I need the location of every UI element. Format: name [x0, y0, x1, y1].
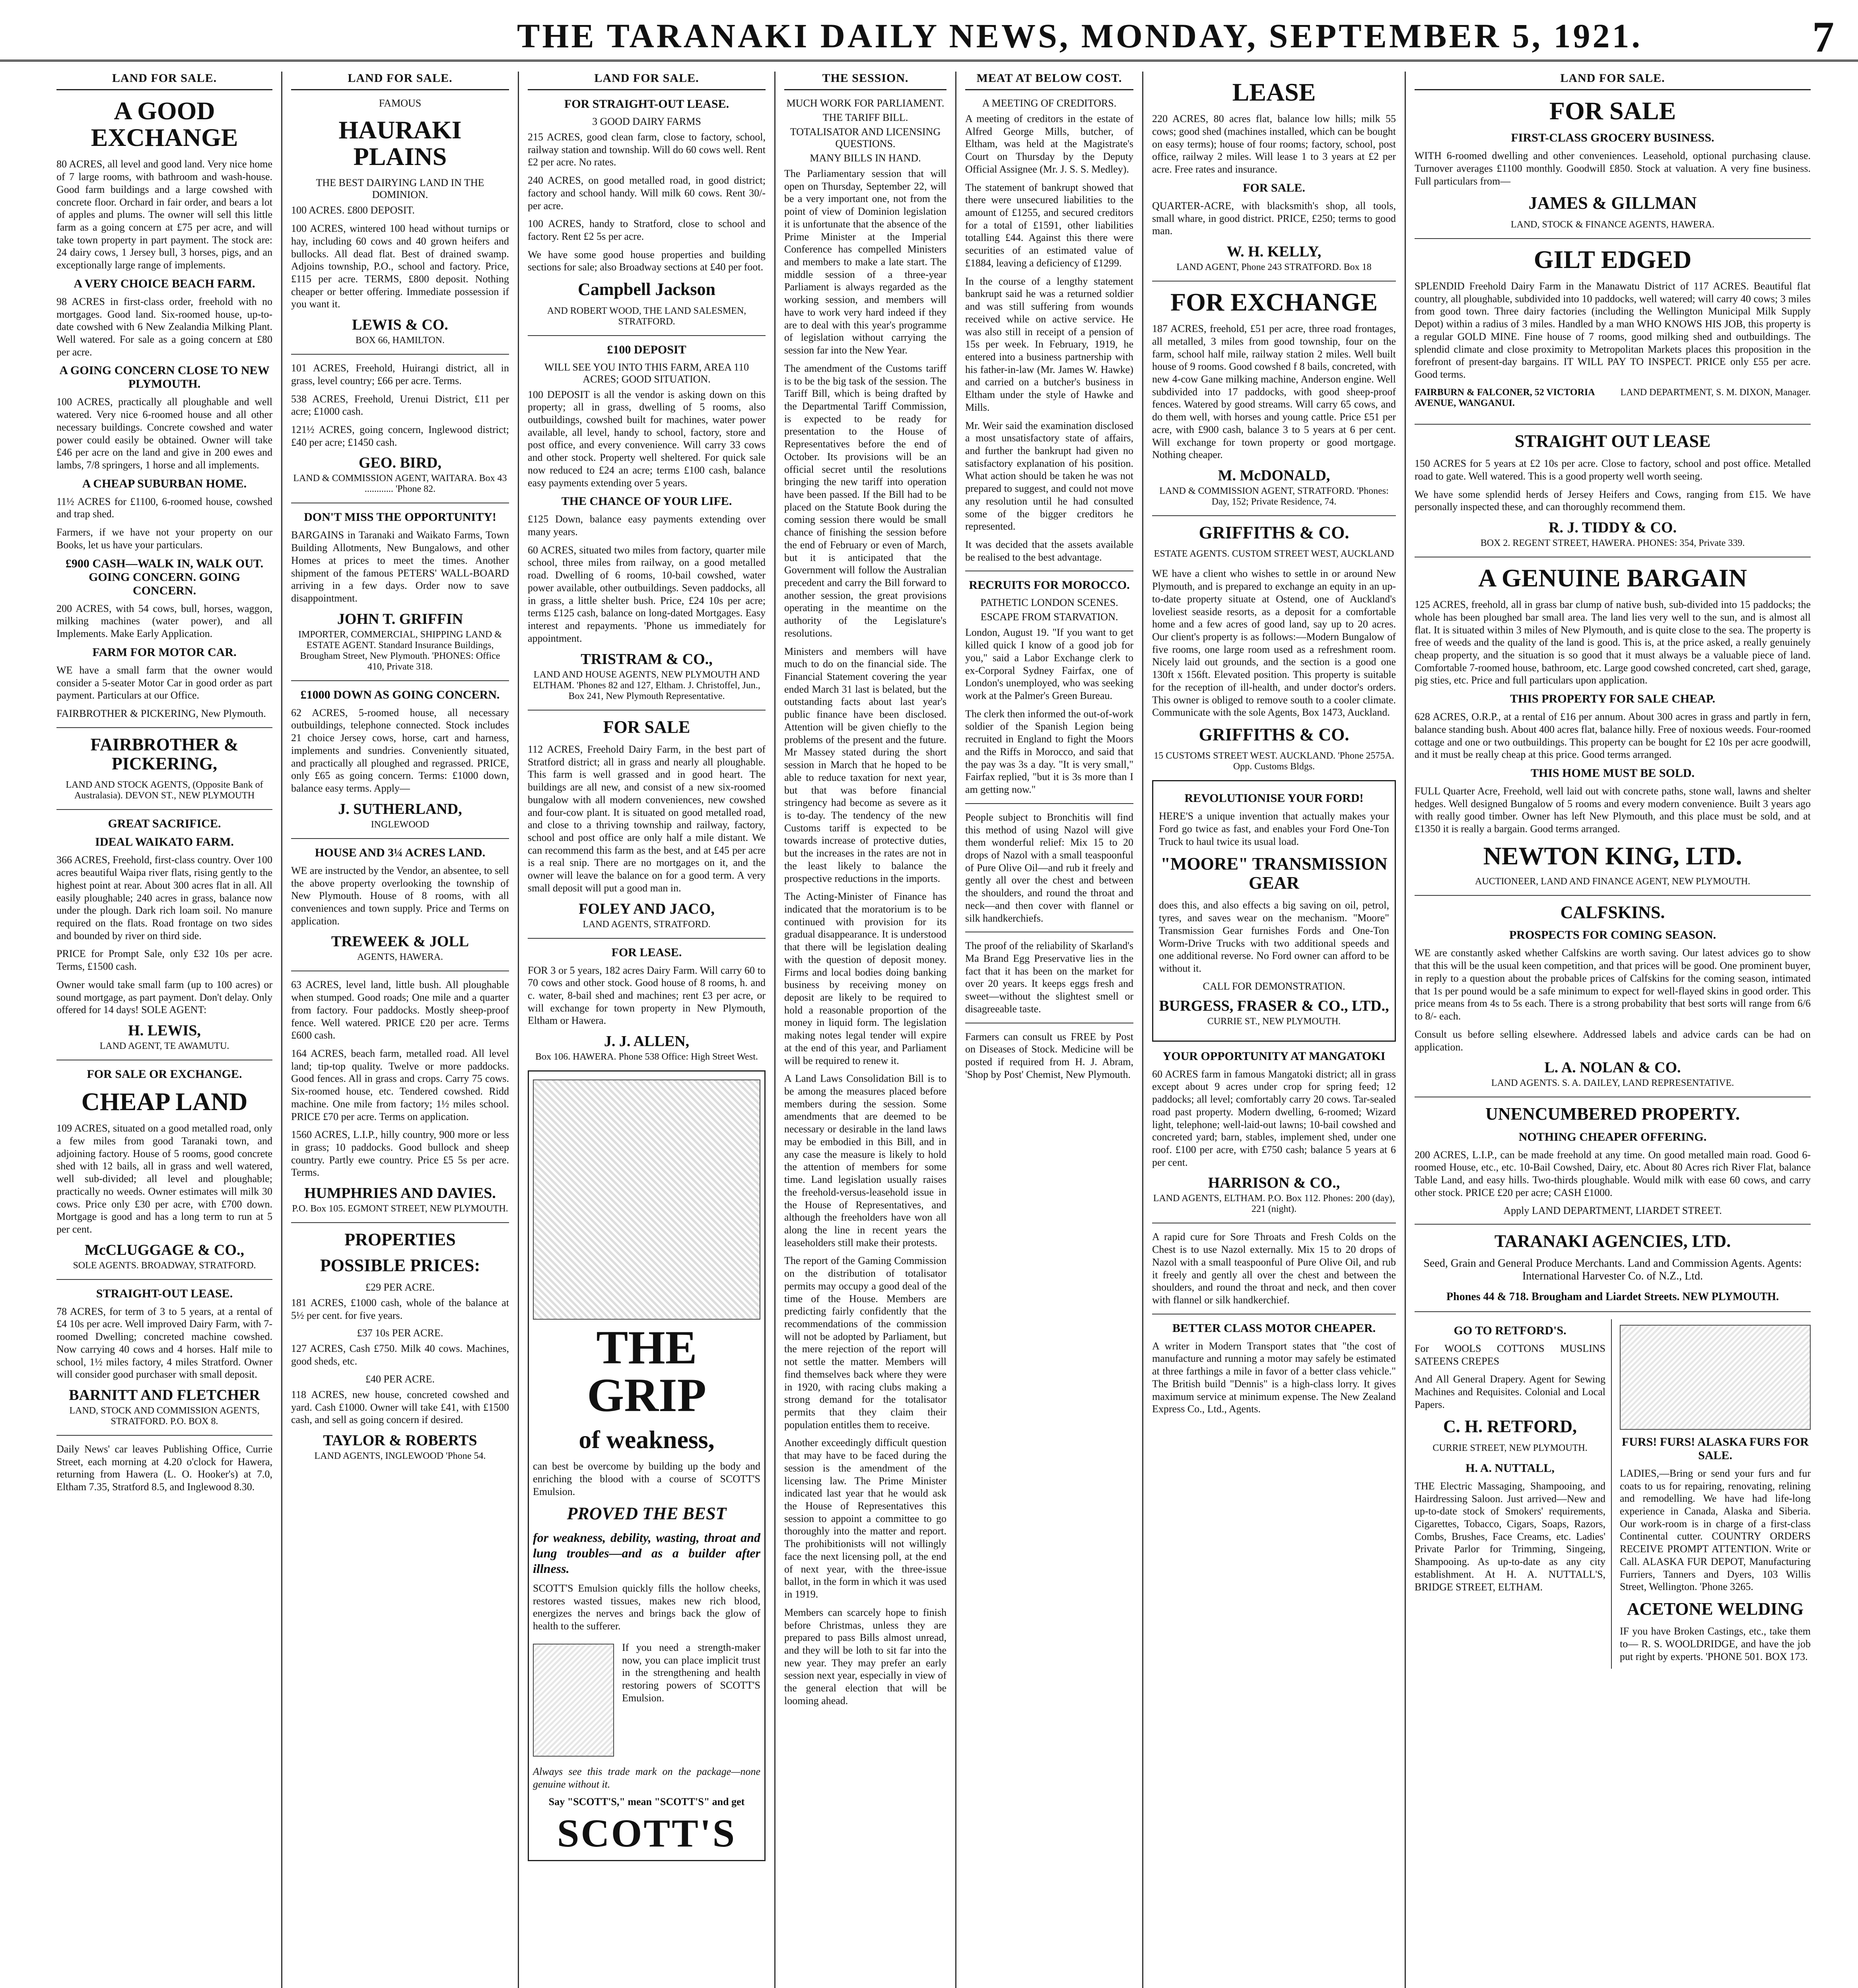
ad-subheading: DON'T MISS THE OPPORTUNITY! [304, 511, 496, 524]
divider [1152, 515, 1396, 516]
ad-text: 215 ACRES, good clean farm, close to factory, school, railway station and township. Will do 60 cows well. Rent £2 per acre. No rates. [528, 131, 766, 168]
price-line: £40 PER ACRE. [365, 1373, 435, 1385]
brand-name: SCOTT'S [557, 1811, 737, 1856]
article-paragraph: The amendment of the Customs tariff is to be the big task of the session. The Tariff Bill, which is being drafted by the Departmental Tariff Commission, is expected to be ready for presentation to the House of Representatives before the end of October. Its provisions will be an official secret until the resolutions bringing the new tariff into operation have been passed. If the Bill had to be placed on the Statute Book during the coming session there would be small chance of finishing the session before the end of February or even of March, but it is anticipated that the Government will follow the Australian precedent and carry the Bill forward to another session, the great provisions operating in the meantime on the authority of the Legislature's resolutions. [784, 362, 946, 639]
scotts-emulsion-advert [528, 1070, 766, 1861]
ad-text: 125 ACRES, freehold, all in grass bar clump of native bush, sub-divided into 15 paddocks; the whole has been ploughed bar small area. The land lies very well to the sun, and is almost all flat. It is situated within 3 miles of New Plymouth, and is quite close to the sea. The property is free of weeds and the quality of the land is good. This is, at the price asked, a really genuinely cheap property, and the situation is so good that it must always be a valuable piece of land. Comfortable 7-roomed house, bathroom, etc. Large good cowshed concreted, cart shed, garage, pig sties, etc. Price and full particulars upon application. [1415, 599, 1811, 686]
ad-heading: HAURAKI PLAINS [338, 116, 462, 171]
agent-name: W. H. KELLY, [1226, 243, 1322, 260]
agent-name: H. LEWIS, [128, 1022, 201, 1039]
ad-text: 109 ACRES, situated on a good metalled road, only a few miles from good Taranaki town, and adjoining factory. House of 5 rooms, good concrete shed with 12 bails, all in grass and well watered, well sub-divided; all level and ploughable; practically no weeds. Owner estimates will milk 30 cows. Price only £30 per acre, with £700 down. Mortgage is good and has a long term to run at 5 per cent. [56, 1122, 272, 1235]
agent-name: GRIFFITHS & CO. [1199, 725, 1349, 745]
agent-address: CURRIE STREET, NEW PLYMOUTH. [1432, 1442, 1588, 1453]
ad-text: FULL Quarter Acre, Freehold, well laid out with concrete paths, stone wall, lawns and shelter hedges. Well designed Bungalow of 5 rooms and every modern convenience. Built 3 years ago with really good timber. Owner has left New Plymouth, and this place must be sold, and at £1350 it is really a bargain. Good terms arranged. [1415, 785, 1811, 835]
agent-address: AUCTIONEER, LAND AND FINANCE AGENT, NEW PLYMOUTH. [1475, 876, 1750, 887]
advert-headline-sub: of weakness, [579, 1425, 715, 1454]
ad-text: 98 ACRES in first-class order, freehold with no mortgages. Good land. Six-roomed house, up-to-date cowshed with 6 New Zealandia Milking Plant. Well watered. For sale as a going concern at £80 per acre. [56, 295, 272, 358]
agent-address: SOLE AGENTS. BROADWAY, STRATFORD. [73, 1260, 256, 1271]
ad-text: Owner would take small farm (up to 100 acres) or sound mortgage, as part payment. Don't delay. Only offered for 14 days! SOLE AGENT: [56, 978, 272, 1016]
ad-text: 60 ACRES, situated two miles from factory, quarter mile school, three miles from railway, on a good metalled road. Dwelling of 6 rooms, 10-bail cowshed, water power available, other outbuildings. Seven paddocks, all in grass, a little shelter bush. Price, £24 10s per acre; terms £125 cash, balance on long-dated Mortgages. Easy interest and repayments. 'Phone us immediately for appointment. [528, 544, 766, 644]
agent-address: ESTATE AGENTS. CUSTOM STREET WEST, AUCKLAND [1154, 549, 1394, 559]
ad-subheading: FOR SALE. [1243, 181, 1305, 194]
ad-text: 181 ACRES, £1000 cash, whole of the balance at 5½ per cent. for five years. [291, 1297, 509, 1321]
column-heading: LAND FOR SALE. [291, 72, 509, 90]
ad-text: 121½ ACRES, going concern, Inglewood district; £40 per acre; £1450 cash. [291, 424, 509, 448]
ad-text: 118 ACRES, new house, concreted cowshed and yard. Cash £1000. Owner will take £41, with £1500 cash, and sell as going concern if desired. [291, 1388, 509, 1426]
notice-text: The proof of the reliability of Skarland's Ma Brand Egg Preservative lies in the fact that it has been on the market for over 20 years. It keeps eggs fresh and sweet—without the slightest smell or disagreeable taste. [965, 940, 1133, 1015]
illustration-woman-image [533, 1079, 760, 1320]
ad-text: WE are constantly asked whether Calfskins are worth saving. Our latest advices go to show that this will be the usual keen competition, and that prices will be good. One prominent buyer, in reply to a question about the probable prices of Calfskins for the coming season, intimated that 1s per pound would be a safe minimum to expect for well-flayed skins in good order. This price means from 4s to 5s each. There is a strong probability that best sorts will range from 6/6 to 8/- each. [1415, 947, 1811, 1022]
article-paragraph: A Land Laws Consolidation Bill is to be among the measures placed before members during the session. Some amendments that are deemed to be necessary or desirable in the land laws may be embodied in this Bill, and in any case the measure is likely to hold the attention of members for some time. Land legislation usually raises the freehold-versus-leasehold issue in the House of Representatives, and although the freeholders have won all along the line in recent years the leaseholders still make their protests. [784, 1073, 946, 1248]
agent-name: BURGESS, FRASER & CO., LTD., [1159, 997, 1389, 1014]
ad-text: 11½ ACRES for £1100, 6-roomed house, cowshed and trap shed. [56, 495, 272, 520]
ad-text: 366 ACRES, Freehold, first-class country. Over 100 acres beautiful Waipa river flats, rising gently to the highest point at rear. About 300 acres flat in all. All easily ploughable; 240 acres in grass, balance now under the plough. Dark rich loam soil. No manure required on the flats. Road frontage on two sides and bounded by river on third side. [56, 854, 272, 942]
ad-text: WE have a client who wishes to settle in or around New Plymouth, and is prepared to exchange an equity in an up-to-date property situate at Ostend, one of Auckland's loveliest seaside resorts, as a deposit for a comfortable home and a few acres of good land, say up to 20 acres. Our client's property is as follows:—Modern Bungalow of five rooms, one large room used as a refreshment room. Nicely laid out grounds, and the section is a good one 130ft x 156ft. Elevated position. This property is suitable for the reception of ill-health, and under doctor's orders. This owner is obliged to remove south to a cooler climate. Communicate with the sole Agents, Box 1473, Auckland. [1152, 568, 1396, 718]
ad-subheading: FARM FOR MOTOR CAR. [92, 645, 237, 659]
ad-text: Farmers, if we have not your property on our Books, let us have your particulars. [56, 526, 272, 551]
notice-text: Farmers can consult us FREE by Post on Diseases of Stock. Medicine will be posted if required from H. J. Abram, 'Shop by Post' Chemist, New Plymouth. [965, 1031, 1133, 1080]
column-2 [282, 72, 519, 1988]
divider [1415, 1224, 1811, 1225]
article-subheading: TOTALISATOR AND LICENSING QUESTIONS. [790, 126, 941, 149]
ad-heading: A GOOD EXCHANGE [91, 97, 238, 152]
agent-address: LAND AGENTS. S. A. DAILEY, LAND REPRESENTATIVE. [1491, 1078, 1734, 1089]
ad-prefix: FAMOUS [379, 97, 422, 109]
agent-address: IMPORTER, COMMERCIAL, SHIPPING LAND & ESTATE AGENT. Standard Insurance Buildings, Brougham Street, New Plymouth. 'PHONES: Office 410, Private 318. [298, 629, 502, 672]
agent-name: JAMES & GILLMAN [1528, 193, 1697, 213]
page-number: 7 [1812, 13, 1834, 61]
ad-text: 101 ACRES, Freehold, Huirangi district, all in grass, level country; £66 per acre. Terms. [291, 362, 509, 386]
notice-text: A writer in Modern Transport states that "the cost of manufacture and running a motor may safely be estimated at three farthings a mile in favor of a better class vehicle." The British build "Dennis" is a high-class lorry. It gives maximum service at minimum expense. The New Zealand Express Co., Ltd., Agents. [1152, 1340, 1396, 1415]
ad-text: 78 ACRES, for term of 3 to 5 years, at a rental of £4 10s per acre. Well improved Dairy Farm, with 7-roomed Dwelling; concreted machine cowshed. Now carrying 40 cows and 4 horses. Half mile to school, 1½ miles factory, 4 miles Stratford. Owner will consider good purchaser with small deposit. [56, 1305, 272, 1380]
divider [56, 809, 272, 810]
advert-text: does this, and also effects a big saving on oil, petrol, tyres, and saves wear on the mechanism. "Moore" Transmission Gear furnishes Fords and One-Ton Worm-Drive Trucks with two additional speeds and one additional reverse. No Ford owner can afford to be without it. [1159, 899, 1389, 974]
divider [291, 838, 509, 839]
agent-name: FOLEY AND JACO, [579, 900, 715, 917]
column-heading: LAND FOR SALE. [1415, 72, 1811, 90]
article-paragraph: A meeting of creditors in the estate of Alfred George Mills, butcher, of Eltham, was held at the Magistrate's Court on Thursday by the Deputy Official Assignee (Mr. J. S. S. Medley). [965, 113, 1133, 175]
ad-text: 187 ACRES, freehold, £51 per acre, three road frontages, all metalled, 3 miles from good township, four on the farm, school half mile, railway station 2 miles. Well built house of 9 rooms. Good cowshed f 8 bails, concreted, with new 4-cow Gane milking machine, Anderson engine. Well subdivided into 17 paddocks, with good sheep-proof fences. Watered by good streams. Will carry 65 cows, and do them well, with horses and young cattle. Price £51 per acre, with £900 cash, balance 3 to 5 years at 6 per cent. Will exchange for town property or good mortgage. Nothing cheaper. [1152, 323, 1396, 461]
ad-subheading: THIS PROPERTY FOR SALE CHEAP. [1510, 692, 1715, 706]
agent-address: LAND AGENTS, ELTHAM. P.O. Box 112. Phones: 200 (day), 221 (night). [1153, 1193, 1395, 1215]
divider [965, 803, 1133, 804]
article-subheading: A MEETING OF CREDITORS. [982, 97, 1117, 109]
agent-name: R. J. TIDDY & CO. [1549, 519, 1677, 536]
divider [1415, 895, 1811, 896]
ad-text: 150 ACRES for 5 years at £2 10s per acre. Close to factory, school and post office. Metalled road to gate. Well watered. This is a good property well worth seeing. [1415, 458, 1811, 482]
ad-subheading: GREAT SACRIFICE. [108, 817, 221, 831]
ad-text: 63 ACRES, level land, little bush. All ploughable when stumped. Good roads; One mile and a quarter from factory. Four paddocks. Mostly sheep-proof fence. Well watered. PRICE £20 per acre. Terms £600 cash. [291, 979, 509, 1041]
retford-advert [1415, 1319, 1612, 1669]
ad-text: 80 ACRES, all level and good land. Very nice home of 7 large rooms, with bathroom and wash-house. Good farm buildings and a large cowshed with concrete floor. Orchard in fair order, and bears a lot of apples and plums. The owner will sell this little farm as a going concern at £75 per acre, and will take town property in part payment. The stock are: 24 dairy cows, 1 Jersey bull, 3 horses, pigs, and an exceptionally large range of implements. [56, 158, 272, 271]
ad-subheading: PROSPECTS FOR COMING SEASON. [1509, 928, 1716, 942]
ad-text: BARGAINS in Taranaki and Waikato Farms, Town Building Allotments, New Bungalows, and other Homes at prices to meet the times. Another shipment of the famous PETERS' WALL-BOARD arriving in a few days. Order now to save disappointment. [291, 529, 509, 604]
advert-text: If you need a strength-maker now, you can place implicit trust in the strengthening and health restoring powers of SCOTT'S Emulsion. [622, 1641, 760, 1704]
fox-illustration-image [1620, 1325, 1811, 1430]
agent-address: Seed, Grain and General Produce Merchants. Land and Commission Agents. Agents: International Harvester Co. of N.Z., Ltd. [1423, 1257, 1802, 1282]
ad-heading: CHEAP LAND [81, 1087, 248, 1116]
ad-subheading: £900 CASH—WALK IN, WALK OUT. GOING CONCERN. GOING CONCERN. [65, 557, 264, 597]
divider [1152, 281, 1396, 282]
divider [291, 354, 509, 355]
ad-text: £125 Down, balance easy payments extending over many years. [528, 513, 766, 538]
ad-text: 112 ACRES, Freehold Dairy Farm, in the best part of Stratford district; all in grass and nearly all ploughable. This farm is well grassed and in good heart. The buildings are all new, and consist of a new six-roomed bungalow with all modern conveniences, new cowshed and four-cow plant. It is situated on good metalled road, and close to a thriving township and railway, factory, school and post office are only half a mile distant. We can recommend this farm as the best, and at £45 per acre is a real snip. There are no mortgages on it, and the owner will leave the balance on for a good term. A very small deposit will put a good man in. [528, 743, 766, 894]
ad-heading: FOR SALE [603, 717, 690, 737]
masthead [0, 0, 1858, 62]
agent-name: NEWTON KING, LTD. [1483, 841, 1742, 870]
article-paragraph: Another exceedingly difficult question that may have to be faced during the session is the amendment of the licensing law. The Prime Minister indicated last year that he would ask the House of Representatives this session to appoint a committee to go thoroughly into the matter and report. The prohibitionists will not willingly face the next licensing poll, at the end of next year, with the three-issue ballot, in the form in which it was used in 1919. [784, 1437, 946, 1600]
ad-heading: PROPERTIES [344, 1230, 456, 1250]
article-subheading: MUCH WORK FOR PARLIAMENT. [786, 97, 945, 109]
agent-address: Phones 44 & 718. Brougham and Liardet Streets. NEW PLYMOUTH. [1446, 1290, 1779, 1303]
ad-text: Consult us before selling elsewhere. Addressed labels and advice cards can be had on application. [1415, 1028, 1811, 1053]
ad-heading: STRAIGHT OUT LEASE [1514, 431, 1711, 451]
ad-text: WITH 6-roomed dwelling and other conveniences. Leasehold, optional purchasing clause. Turnover averages £1100 monthly. Goodwill £850. Stock at valuation. A very fine business. Full particulars from— [1415, 150, 1811, 187]
advert-text: And All General Drapery. Agent for Sewing Machines and Requisites. Colonial and Local Papers. [1415, 1373, 1605, 1410]
advert-text: HERE'S a unique invention that actually makes your Ford go twice as fast, and enables your Ford One-Ton Truck to haul twice its usual load. [1159, 810, 1389, 847]
ad-subheading: THIS HOME MUST BE SOLD. [1530, 767, 1695, 780]
agent-address: INGLEWOOD [371, 819, 430, 830]
agent-name: L. A. NOLAN & CO. [1544, 1059, 1681, 1076]
ad-heading: FOR SALE [1549, 97, 1676, 125]
ad-heading: FOR LEASE. [611, 945, 682, 959]
advert-headline: GO TO RETFORD'S. [1454, 1324, 1566, 1337]
ad-subheading: STRAIGHT-OUT LEASE. [96, 1287, 233, 1300]
advert-headline: ACETONE WELDING [1627, 1599, 1804, 1619]
agent-address: LAND AGENT, TE AWAMUTU. [99, 1041, 229, 1052]
article-paragraph: In the course of a lengthy statement bankrupt said he was a returned soldier and was still suffering from wounds received while on active service. He was also still in receipt of a pension of 15s per week. In February, 1919, he entered into a business partnership with his father-in-law (Mr. James W. Hawke) and carried on a butcher's business in Eltham under the style of Hawke and Mills. [965, 275, 1133, 413]
ad-text: FOR 3 or 5 years, 182 acres Dairy Farm. Will carry 60 to 70 cows and other stock. Good house of 8 rooms, h. and c. water, 8-bail shed and machines; rent £3 per acre, or will exchange for town property in New Plymouth, Eltham or Hawera. [528, 964, 766, 1027]
ad-text: SPLENDID Freehold Dairy Farm in the Manawatu District of 117 ACRES. Beautiful flat country, all ploughable, subdivided into 10 paddocks, well watered; will carry 40 cows; 3 miles from good town. Three dairy factories (including the Wellington Municipal Milk Supply Depot) within a radius of 3 miles. Handled by a man WHO KNOWS HIS JOB, this property is a regular GOLD MINE. Fine house of 7 rooms, good milking shed and outbuildings. The splendid climate and close proximity to Metropolitan Markets places this proposition in the forefront of present-day bargains. IT WILL PAY TO INSPECT. PRICE only £55 per acre. Good terms. [1415, 280, 1811, 380]
divider [56, 727, 272, 728]
agent-name: HARRISON & CO., [1208, 1175, 1340, 1192]
ad-subheading: THE BEST DAIRYING LAND IN THE DOMINION. [316, 177, 484, 201]
article-heading: RECRUITS FOR MOROCCO. [969, 579, 1130, 592]
article-paragraph: The Parliamentary session that will open on Thursday, September 22, will be a very important one, not from the point of view of Dominion legislation it is unfortunate that the absence of the Prime Minister at the Imperial Conference has compelled Ministers and members to make a late start. The middle session of a three-year Parliament is always regarded as the working session, and members will have to work very hard indeed if they are to deal with this year's programme of legislation without carrying the session far into the New Year. [784, 168, 946, 356]
article-paragraph: The statement of bankrupt showed that there were unsecured liabilities to the amount of £1255, and secured creditors for a total of £1591, other liabilities totalling £44. Against this there were securities of an estimated value of £1884, leaving a deficiency of £1299. [965, 181, 1133, 269]
agent-name: TARANAKI AGENCIES, LTD. [1494, 1231, 1731, 1251]
article-subheading: PATHETIC LONDON SCENES. [980, 597, 1118, 609]
agent-name: GRIFFITHS & CO. [1199, 523, 1349, 543]
advert-headline: FURS! FURS! ALASKA FURS FOR SALE. [1621, 1435, 1809, 1462]
notice-text: People subject to Bronchitis will find this method of using Nazol will give them wonderful relief: Mix 15 to 20 drops of Nazol with a small teaspoonful of Pure Olive Oil—and rub it freely and gently all over the chest and between the shoulders, and round the throat and neck—and then cover with flannel or silk handkerchiefs. [965, 811, 1133, 924]
ad-heading: £100 DEPOSIT [607, 343, 686, 356]
divider [528, 938, 766, 939]
agent-name: J. J. ALLEN, [604, 1033, 690, 1050]
advert-text: For WOOLS COTTONS MUSLINS SATEENS CREPES [1415, 1342, 1605, 1367]
newspaper-title: THE TARANAKI DAILY NEWS, MONDAY, SEPTEMBER 5, 1921. [517, 17, 1642, 55]
advert-text: can best be overcome by building up the body and enriching the blood with a course of SCOTT'S Emulsion. [533, 1460, 760, 1497]
column-7 [1406, 72, 1819, 1988]
ad-text: 100 DEPOSIT is all the vendor is asking down on this property; all in grass, dwelling of 5 rooms, also outbuildings, cowshed built for machines, water power available, all level, handy to school, factory, store and post office, and every convenience. Will carry 33 cows and other stock. Property well sheltered. For quick sale now reduced to £24 an acre; terms £100 cash, balance easy payments extending over 5 years. [528, 388, 766, 489]
article-subheading: THE TARIFF BILL. [822, 112, 908, 123]
agent-address: LAND, STOCK AND COMMISSION AGENTS, STRATFORD. P.O. BOX 8. [69, 1406, 260, 1427]
advert-text: Say "SCOTT'S," mean "SCOTT'S" and get [548, 1796, 745, 1808]
ad-text: 100 ACRES. £800 DEPOSIT. [291, 204, 415, 216]
agent-name: TAYLOR & ROBERTS [323, 1432, 477, 1449]
agent-name: M. McDONALD, [1218, 467, 1330, 484]
ad-text: 200 ACRES, L.I.P., can be made freehold at any time. On good metalled main road. Good 6-roomed House, etc., etc. 10-Bail Cowshed, Dairy, etc. About 80 Acres rich River Flat, balance Table Land, and easy hills. Two-thirds ploughable. Would milk with ease 60 cows, and carry other stock. PRICE £20 per acre; CASH £1000. [1415, 1149, 1811, 1198]
advert-text: IF you have Broken Castings, etc., take them to— R. S. WOOLDRIDGE, and have the job put right by experts. 'PHONE 501. BOX 173. [1620, 1625, 1811, 1662]
divider [56, 1279, 272, 1280]
article-paragraph: The Acting-Minister of Finance has indicated that the moratorium is to be continued with provision for its gradual disappearance. It is understood that there will be legislation dealing with the question of deposit money. Firms and local bodies doing banking business by receiving money on deposit are likely to be required to hold a reasonable proportion of the money in liquid form. The legislation making notes legal tender will expire at the end of this year, and Parliament will be required to renew it. [784, 891, 946, 1066]
agent-name: JOHN T. GRIFFIN [337, 610, 463, 627]
ad-text: 240 ACRES, on good metalled road, in good district; factory and school handy. Will milk 60 cows. Rent 30/- per acre. [528, 175, 766, 212]
agent-name: TREWEEK & JOLL [331, 933, 469, 950]
divider [291, 680, 509, 681]
ad-subheading: FOR SALE OR EXCHANGE. [87, 1068, 242, 1081]
agent-name: TRISTRAM & CO., [581, 650, 713, 668]
advert-text: Always see this trade mark on the package—none genuine without it. [533, 1765, 760, 1790]
ad-text: 1560 ACRES, L.I.P., hilly country, 900 more or less in grass; 10 paddocks. Good bullock and sheep country. Partly ewe country. Price £5 5s per acre. Terms. [291, 1129, 509, 1178]
article-subheading: ESCAPE FROM STARVATION. [980, 611, 1118, 623]
ad-text: FAIRBROTHER & PICKERING, New Plymouth. [56, 707, 266, 719]
ad-heading: CALFSKINS. [1560, 903, 1665, 922]
article-paragraph: Mr. Weir said the examination disclosed a most unsatisfactory state of affairs, and further the bankrupt had given no satisfactory explanation of his position. What action should be taken he was not prepared to suggest, and could not move any resolution until he had consulted some of the bigger creditors he represented. [965, 419, 1133, 532]
ad-subheading: £1000 DOWN AS GOING CONCERN. [300, 688, 500, 701]
furs-advert [1620, 1319, 1811, 1669]
ford-gear-advert [1152, 780, 1396, 1041]
agent-address: LAND & COMMISSION AGENT, STRATFORD. 'Phones: Day, 152; Private Residence, 74. [1159, 486, 1389, 507]
ad-text: Apply LAND DEPARTMENT, LIARDET STREET. [1503, 1204, 1722, 1216]
column-heading: LAND FOR SALE. [56, 72, 272, 90]
advert-product-name: "MOORE" TRANSMISSION GEAR [1160, 854, 1388, 893]
agent-address: AND ROBERT WOOD, THE LAND SALESMEN, STRATFORD. [547, 305, 746, 327]
price-line: £29 PER ACRE. [365, 1281, 435, 1293]
ad-text: WE have a small farm that the owner would consider a 5-seater Motor Car in good order as part payment. Particulars at our Office. [56, 664, 272, 701]
ad-text: 538 ACRES, Freehold, Urenui District, £11 per acre; £1000 cash. [291, 393, 509, 417]
divider [1415, 1311, 1811, 1312]
ad-heading: POSSIBLE PRICES: [320, 1255, 480, 1275]
article-heading: MEAT AT BELOW COST. [965, 72, 1133, 90]
fisherman-trademark-image [533, 1644, 614, 1757]
divider [1415, 238, 1811, 239]
ad-text: We have some splendid herds of Jersey Heifers and Cows, ranging from £15. We have personally inspected these, and can thoroughly recommend them. [1415, 488, 1811, 513]
agent-address: LAND, STOCK & FINANCE AGENTS, HAWERA. [1510, 219, 1715, 230]
article-subheading: MANY BILLS IN HAND. [810, 152, 921, 164]
ad-heading: A GENUINE BARGAIN [1478, 563, 1747, 592]
ad-text: 62 ACRES, 5-roomed house, all necessary outbuildings, telephone connected. Stock includes 21 choice Jersey cows, horse, cart and harness, implements and sundries. Conveniently situated, and practically all ploughed and regrassed. PRICE, only £65 as going concern. Terms: £1000 down, balance easy terms. Apply— [291, 707, 509, 794]
ad-subheading: IDEAL WAIKATO FARM. [95, 835, 234, 849]
ad-text: 100 ACRES, wintered 100 head without turnips or hay, including 60 cows and 40 grown heifers and bullocks. All dead flat. Best of drained swamp. Adjoins township, P.O., school and factory. Price, £115 per acre. TERMS, £800 deposit. Nothing cheaper or better offering. Immediate possession if you want it. [291, 223, 509, 310]
article-heading: BETTER CLASS MOTOR CHEAPER. [1172, 1321, 1376, 1335]
agent-name: J. SUTHERLAND, [338, 800, 462, 817]
agent-address: CURRIE ST., NEW PLYMOUTH. [1207, 1016, 1341, 1027]
notice-text: Daily News' car leaves Publishing Office, Currie Street, each morning at 4.20 o'clock for Hawera, returning from Hawera (L. O. Hooker's) at 7.0, Eltham 7.35, Stratford 8.5, and Inglewood 8.30. [56, 1443, 272, 1493]
advert-text: THE Electric Massaging, Shampooing, and Hairdressing Saloon. Just arrived—New and up-to-date stock of Smokers' requirements, Cigarettes, Tobacco, Cigars, Soaps, Razors, Combs, Brushes, Face Creams, etc. Ladies' Private Parlor for Trimming, Singeing, Shampooing. As up-to-date as any city establishment. At H. A. NUTTALL'S, BRIDGE STREET, ELTHAM. [1415, 1480, 1605, 1593]
advert-headline: REVOLUTIONISE YOUR FORD! [1184, 792, 1364, 805]
ad-text: WE are instructed by the Vendor, an absentee, to sell the above property overlooking the township of New Plymouth. House of 8 rooms, with all conveniences and town supply. Price and Terms on application. [291, 864, 509, 927]
agent-name: GEO. BIRD, [359, 454, 441, 472]
ad-text: 100 ACRES, practically all ploughable and well watered. Very nice 6-roomed house and all other necessary buildings. Concrete cowshed and water power could easily be obtained. Owner will take £46 per acre on the land and give in 200 ewes and lambs, 7/8 springers, 1 horse and all implements. [56, 396, 272, 471]
ad-text: 164 ACRES, beach farm, metalled road. All level land; tip-top quality. Twelve or more paddocks. Good fences. All in grass and crops. Carry 75 cows. Six-roomed house, etc. Tendered cowshed. Ridd machine. One mile from factory; 1½ miles school. PRICE £70 per acre. Terms on application. [291, 1047, 509, 1122]
ad-subheading: A CHEAP SUBURBAN HOME. [82, 477, 247, 490]
ad-heading: FOR EXCHANGE [1170, 287, 1378, 316]
ad-heading: GILT EDGED [1533, 245, 1692, 274]
price-line: £37 10s PER ACRE. [357, 1327, 443, 1339]
advert-text: LADIES,—Bring or send your furs and fur coats to us for repairing, renovating, relining and remodelling. We have had life-long experience in Canada, Alaska and Siberia. Our work-room is in charge of a first-class Continental cutter. COUNTRY ORDERS RECEIVE PROMPT ATTENTION. Write or Call. ALASKA FUR DEPOT, Manufacturing Furriers, Tanners and Dyers, 103 Willis Street, Wellington. 'Phone 3265. [1620, 1467, 1811, 1593]
ad-text: QUARTER-ACRE, with blacksmith's shop, all tools, small whare, in good district. PRICE, £250; terms to good man. [1152, 200, 1396, 237]
article-paragraph: Ministers and members will have much to do on the financial side. The Financial Statement covering the year ended March 31 last is belated, but the outstanding facts about last year's public finance have been disclosed. Attention will be given chiefly to the problems of the present and the future. Mr Massey stated during the short session in March that he hoped to be able to reduce taxation for next year, but that was before financial stringency had become as severe as it is to-day. The tendency of the new Customs tariff is expected to be towards increase of protective duties, but the increases in the rates are not in the least likely to balance the prospective reductions in the imports. [784, 645, 946, 884]
article-paragraph: Members can scarcely hope to finish before Christmas, unless they are prepared to pass Bills almost unread, and they will be loth to sit far into the new year. They may prefer an early session next year, especially in view of the general election that will be looming ahead. [784, 1606, 946, 1706]
article-paragraph: The clerk then informed the out-of-work soldier of the Spanish Legion being recruited in England to fight the Moors and the Riffs in Morocco, and said that the pay was 3s a day. "It is very small," Fairfax replied, "but it is 3s more than I am getting now." [965, 708, 1133, 796]
ad-subheading: A VERY CHOICE BEACH FARM. [74, 277, 255, 290]
column-6 [1143, 72, 1406, 1988]
ad-subheading: THE CHANCE OF YOUR LIFE. [561, 495, 732, 508]
divider [291, 1222, 509, 1223]
agent-address: LAND AGENT, Phone 243 STRATFORD. Box 18 [1176, 262, 1372, 272]
advert-text: for weakness, debility, wasting, throat and lung troubles—and as a builder after illness. [533, 1530, 760, 1576]
article-paragraph: The report of the Gaming Commission on the distribution of totalisator permits may occupy a good deal of the time of the House. Members are predicting fairly confidently that the recommendations of the commission will not be adopted by Parliament, but the mere rejection of the report will not settle the matter. Members will find themselves back where they were in 1920, with racing clubs making a strong demand for the totalisator permits that they claim their population entitles them to receive. [784, 1255, 946, 1431]
agent-address: LAND DEPARTMENT, S. M. DIXON, Manager. [1620, 387, 1811, 398]
ad-heading: LEASE [1232, 78, 1316, 106]
agent-address: LAND AGENTS, STRATFORD. [583, 919, 711, 930]
ad-subheading: WILL SEE YOU INTO THIS FARM, AREA 110 ACRES; GOOD SITUATION. [544, 361, 749, 385]
divider [528, 335, 766, 336]
ad-text: 200 ACRES, with 54 cows, bull, horses, waggon, milking machines (water power), and all Implements. Make Early Application. [56, 602, 272, 640]
agent-name: BARNITT AND FLETCHER [69, 1387, 260, 1404]
divider [1415, 424, 1811, 425]
agent-name: HUMPHRIES AND DAVIES. [304, 1185, 496, 1202]
agent-address: LAND AGENTS, INGLEWOOD 'Phone 54. [314, 1450, 486, 1461]
ad-subheading: A GOING CONCERN CLOSE TO NEW PLYMOUTH. [59, 364, 270, 391]
agent-name: FAIRBROTHER & PICKERING, [90, 734, 239, 774]
ad-subheading: 3 GOOD DAIRY FARMS [592, 116, 701, 127]
ad-text: 100 ACRES, handy to Stratford, close to school and factory. Rent £2 5s per acre. [528, 218, 766, 243]
agent-address: LAND AND HOUSE AGENTS, NEW PLYMOUTH AND ELTHAM. 'Phones 82 and 127, Eltham. J. Christoffel, Jun., Box 241, New Plymouth Representative. [533, 669, 760, 701]
agent-address: 15 CUSTOMS STREET WEST. AUCKLAND. 'Phone 2575A. Opp. Customs Bldgs. [1154, 751, 1394, 772]
ad-heading: YOUR OPPORTUNITY AT MANGATOKI [1162, 1049, 1386, 1063]
advert-text: SCOTT'S Emulsion quickly fills the hollow cheeks, restores wasted tissues, makes new rich blood, energizes the nerves and brings back the glow of health to the sufferer. [533, 1582, 760, 1632]
ad-text: 60 ACRES farm in famous Mangatoki district; all in grass except about 9 acres under crop for spring feed; 12 paddocks; all level; comfortably carry 20 cows. Tar-sealed road past property. Modern dwelling, 6-roomed; Wizard light, telephone; well-laid-out lawns; 10-bail cowshed and concreted yard; barn, stables, implement shed, under one roof. £100 per acre, with £750 cash; balance 5 years at 6 per cent. [1152, 1068, 1396, 1168]
agent-address: LAND & COMMISSION AGENT, WAITARA. Box 43 ............ 'Phone 82. [293, 473, 507, 495]
agent-name: Campbell Jackson [578, 280, 715, 299]
agent-name: McCLUGGAGE & CO., [84, 1241, 245, 1258]
agent-address: LAND AND STOCK AGENTS, (Opposite Bank of Australasia). DEVON ST., NEW PLYMOUTH [66, 780, 263, 801]
ad-text: 220 ACRES, 80 acres flat, balance low hills; milk 55 cows; good shed (machines installed, which can be bought on easy terms); house of four rooms; factory, school, post office, railway 2 miles. Will lease 1 to 3 years at £2 per acre. Free rates and insurance. [1152, 113, 1396, 175]
advert-cta: CALL FOR DEMONSTRATION. [1203, 980, 1345, 992]
article-paragraph: London, August 19. "If you want to get killed quick I know of a good job for you," said a Labor Exchange clerk to ex-Corporal Sydney Fairfax, one of London's unemployed, who was seeking work at the Palmer's Green Bureau. [965, 627, 1133, 702]
agent-address: BOX 2. REGENT STREET, HAWERA. PHONES: 354, Private 339. [1480, 538, 1745, 548]
agent-address: P.O. Box 105. EGMONT STREET, NEW PLYMOUTH. [292, 1204, 508, 1214]
agent-name: H. A. NUTTALL, [1465, 1461, 1555, 1475]
agent-address: AGENTS, HAWERA. [357, 952, 443, 963]
column-heading: LAND FOR SALE. [528, 72, 766, 90]
column-5 [956, 72, 1143, 1988]
agent-name: LEWIS & CO. [352, 316, 448, 334]
ad-heading: FOR STRAIGHT-OUT LEASE. [564, 97, 729, 111]
notice-text: A rapid cure for Sore Throats and Fresh Colds on the Chest is to use Nazol externally. Mix 15 to 20 drops of Nazol with a small teaspoonful of Pure Olive Oil, and rub it freely and gently all over the chest and between the shoulders, and round the throat and neck, and then cover with flannel or silk handkerchief. [1152, 1231, 1396, 1306]
ad-subheading: HOUSE AND 3¼ ACRES LAND. [315, 846, 486, 859]
ad-text: 628 ACRES, O.R.P., at a rental of £16 per annum. About 300 acres in grass and partly in fern, balance standing bush. About 400 acres flat, balance hilly. Free of noxious weeds. Four-roomed cottage and one or two outbuildings. This property can be bought for £2 10s per acre goodwill, and it must be really cheap at this price. Good terms arranged. [1415, 711, 1811, 761]
ad-text: PRICE for Prompt Sale, only £32 10s per acre. Terms, £1500 cash. [56, 948, 272, 973]
divider [56, 1435, 272, 1436]
column-3 [519, 72, 775, 1988]
column-1 [48, 72, 282, 1988]
ad-heading: UNENCUMBERED PROPERTY. [1485, 1104, 1740, 1124]
ad-subheading: NOTHING CHEAPER OFFERING. [1518, 1130, 1707, 1143]
ad-subheading: FIRST-CLASS GROCERY BUSINESS. [1511, 131, 1714, 145]
ad-text: We have some good house properties and building sections for sale; also Broadway sections at £40 per foot. [528, 248, 766, 273]
agent-address: BOX 66, HAMILTON. [355, 335, 445, 346]
ad-text: 127 ACRES, Cash £750. Milk 40 cows. Machines, good sheds, etc. [291, 1343, 509, 1367]
agent-address: Box 106. HAWERA. Phone 538 Office: High Street West. [535, 1052, 758, 1062]
agent-name: FAIRBURN & FALCONER, 52 VICTORIA AVENUE, WANGANUI. [1415, 387, 1595, 408]
agent-name: C. H. RETFORD, [1443, 1417, 1577, 1437]
column-4 [775, 72, 956, 1988]
advert-headline: THE GRIP [587, 1321, 706, 1422]
article-heading: THE SESSION. [784, 72, 946, 90]
divider [528, 710, 766, 711]
article-paragraph: It was decided that the assets available be realised to the best advantage. [965, 539, 1133, 563]
advert-subheading: PROVED THE BEST [567, 1504, 727, 1524]
